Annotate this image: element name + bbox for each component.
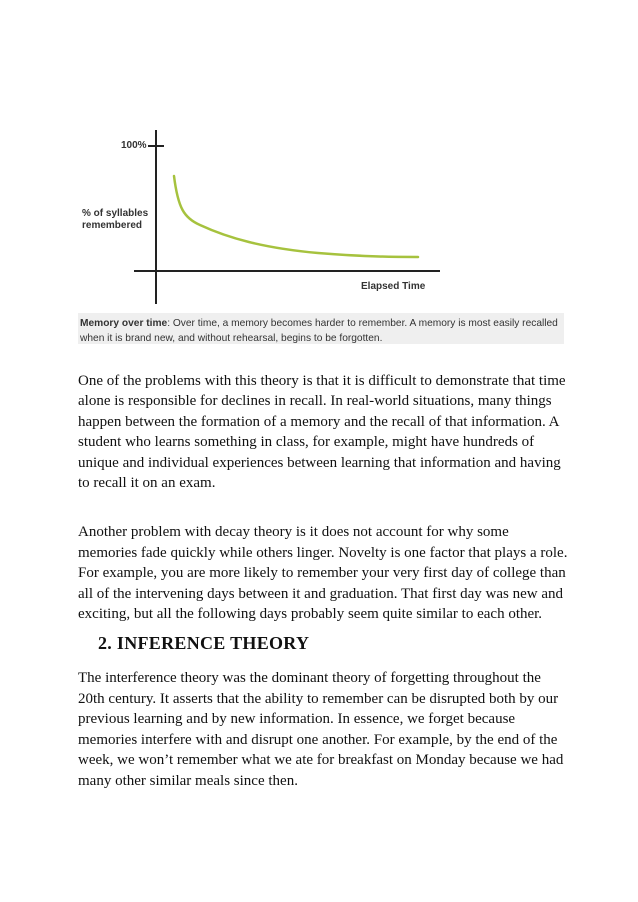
paragraph-3: The interference theory was the dominant theory of forgetting throughout the 20th century. It asserts that the ability to remember can be disrupted both by our previous learning and by new information. In essence, we forget because memories interfere with and disrupt one another. For example, by the end of the week, we won’t remember what we ate for breakfast on Monday because we had many other similar meals since then. <box>78 670 564 789</box>
paragraph-2: Another problem with decay theory is it does not account for why some memories fade quickly while others linger. Novelty is one factor that plays a role. For example, you are more likely to remember your very first day of college than all of the intervening days between it and graduation. That first day was new and exciting, but all the following days probably seem quite similar to each other. <box>78 524 568 623</box>
caption-bold: Memory over time <box>80 318 168 329</box>
x-axis-label: Elapsed Time <box>361 281 426 292</box>
caption-text: : Over time, a memory becomes harder to remember. A memory is most easily recalled when it is brand new, and without rehearsal, begins to be forgotten. <box>80 318 558 344</box>
figure-caption <box>78 313 564 344</box>
y-axis-label-line1: % of syllables <box>82 208 149 219</box>
paragraph-1: One of the problems with this theory is that it is difficult to demonstrate that time alone is responsible for declines in recall. In real-world situations, many things happen between the formation of a memory and the recall of that information. A student who learns something in class, for example, might have hundreds of unique and individual experiences between learning that information and having to recall it on an exam. <box>78 373 566 492</box>
y-axis-label-line2: remembered <box>82 220 143 231</box>
forgetting-curve-figure <box>78 128 564 314</box>
section-heading: 2. INFERENCE THEORY <box>98 633 310 653</box>
y-top-label: 100% <box>121 140 147 151</box>
forgetting-curve-graph <box>78 128 564 314</box>
forgetting-curve-line <box>174 176 418 257</box>
